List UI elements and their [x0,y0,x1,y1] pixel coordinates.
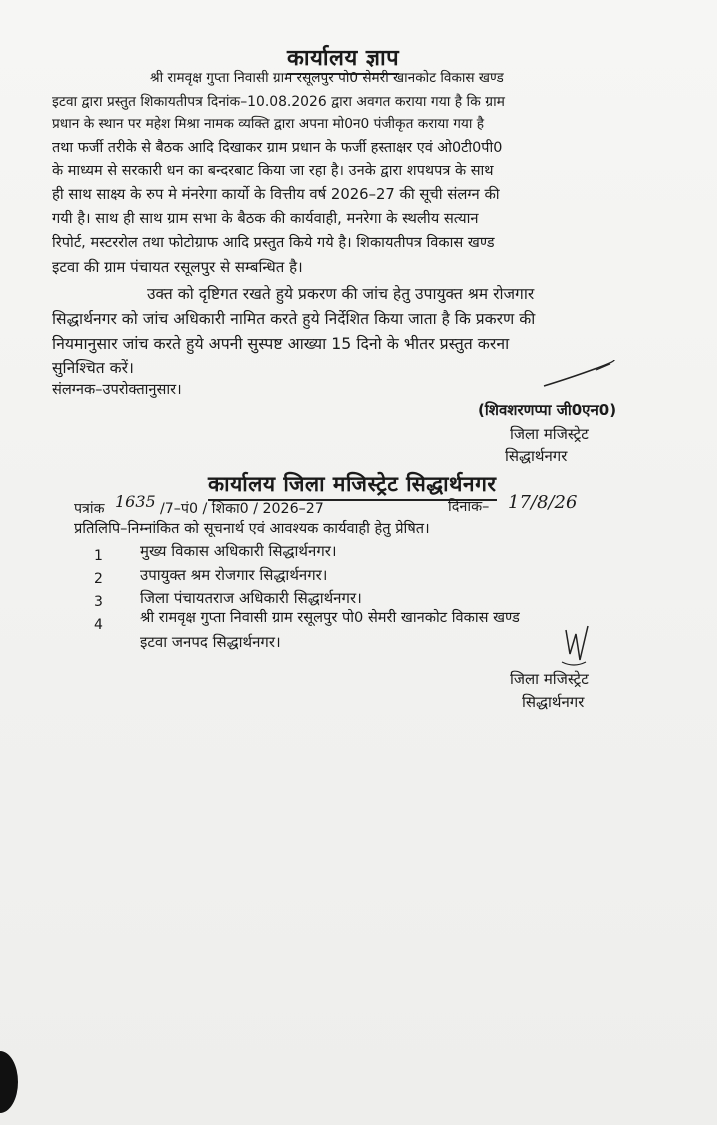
photo-edge-shadow [0,1051,18,1113]
signature-mark [540,356,620,396]
recipient-number: 3 [94,594,103,610]
memo-signatory-name: (शिवशरणप्पा जी0एन0) [478,401,617,419]
recipient-item: मुख्य विकास अधिकारी सिद्धार्थनगर। [140,542,337,560]
copy-signatory-title: जिला मजिस्ट्रेट [510,670,589,688]
memo-signatory-title: जिला मजिस्ट्रेट [510,425,589,443]
letter-reference: /7–पं0 / शिका0 / 2026–27 [160,501,324,517]
memo-para2-line: नियमानुसार जांच करते हुये अपनी सुस्पष्ट आख्या 15 दिनो के भीतर प्रस्तुत करना [52,334,510,353]
memo-signatory-place: सिद्धार्थनगर [505,447,568,465]
memo-para1-line: के माध्यम से सरकारी धन का बन्दरबाट किया जा रहा है। उनके द्वारा शपथपत्र के साथ [52,163,494,179]
signature-mark [556,622,596,670]
recipient-item: उपायुक्त श्रम रोजगार सिद्धार्थनगर। [140,566,328,584]
copy-signatory-place: सिद्धार्थनगर [522,693,585,711]
enclosure-note: संलग्नक–उपरोक्तानुसार। [52,381,182,398]
memo-para1-line: तथा फर्जी तरीके से बैठक आदि दिखाकर ग्राम प्रधान के फर्जी हस्ताक्षर एवं ओ0टी0पी0 [52,140,503,156]
memo-para1-line: प्रधान के स्थान पर महेश मिश्रा नामक व्यक्ति द्वारा अपना मो0न0 पंजीकृत कराया गया है [52,116,485,132]
recipient-item: श्री रामवृक्ष गुप्ता निवासी ग्राम रसूलपुर पो0 सेमरी खानकोट विकास खण्ड [140,609,520,626]
recipient-number: 4 [94,617,103,633]
memo-title: कार्यालय ज्ञाप [287,42,399,75]
memo-para2-line: सिद्धार्थनगर को जांच अधिकारी नामित करते हुये निर्देशित किया जाता है कि प्रकरण की [52,310,536,328]
memo-para1-line: इटवा द्वारा प्रस्तुत शिकायतीपत्र दिनांक–10.08.2026 द्वारा अवगत कराया गया है कि ग्राम [52,94,505,110]
letter-prefix: पत्रांक [74,501,105,517]
memo-para1-line: ही साथ साक्ष्य के रुप मे मंनरेगा कार्यो के वित्तीय वर्ष 2026–27 की सूची संलग्न की [52,186,500,203]
memo-para2-line: सुनिश्चित करें। [52,359,134,377]
memo-para2-line: उक्त को दृष्टिगत रखते हुये प्रकरण की जांच हेतु उपायुक्त श्रम रोजगार [147,285,535,303]
memo-para1-line: गयी है। साथ ही साथ ग्राम सभा के बैठक की कार्यवाही, मनरेगा के स्थलीय सत्यान [52,210,479,227]
office-heading: कार्यालय जिला मजिस्ट्रेट सिद्धार्थनगर [208,470,497,501]
memo-para1-line: इटवा की ग्राम पंचायत रसूलपुर से सम्बन्धित है। [52,258,303,276]
recipient-number: 2 [94,571,103,587]
recipient-number: 1 [94,548,103,564]
letter-handwritten-number: 1635 [115,492,156,511]
recipient-item-continued: इटवा जनपद सिद्धार्थनगर। [140,633,281,651]
memo-para1-line: रिपोर्ट, मस्टररोल तथा फोटोग्राफ आदि प्रस्तुत किये गये है। शिकायतीपत्र विकास खण्ड [52,234,495,251]
memo-para1-line: श्री रामवृक्ष गुप्ता निवासी ग्राम रसूलपुर पो0 सेमरी खानकोट विकास खण्ड [150,70,504,86]
recipient-item: जिला पंचायतराज अधिकारी सिद्धार्थनगर। [140,589,362,607]
date-handwritten: 17/8/26 [508,492,578,513]
date-label: दिनांक– [448,499,490,515]
copy-intro: प्रतिलिपि–निम्नांकित को सूचनार्थ एवं आवश्यक कार्यवाही हेतु प्रेषित। [74,520,430,537]
